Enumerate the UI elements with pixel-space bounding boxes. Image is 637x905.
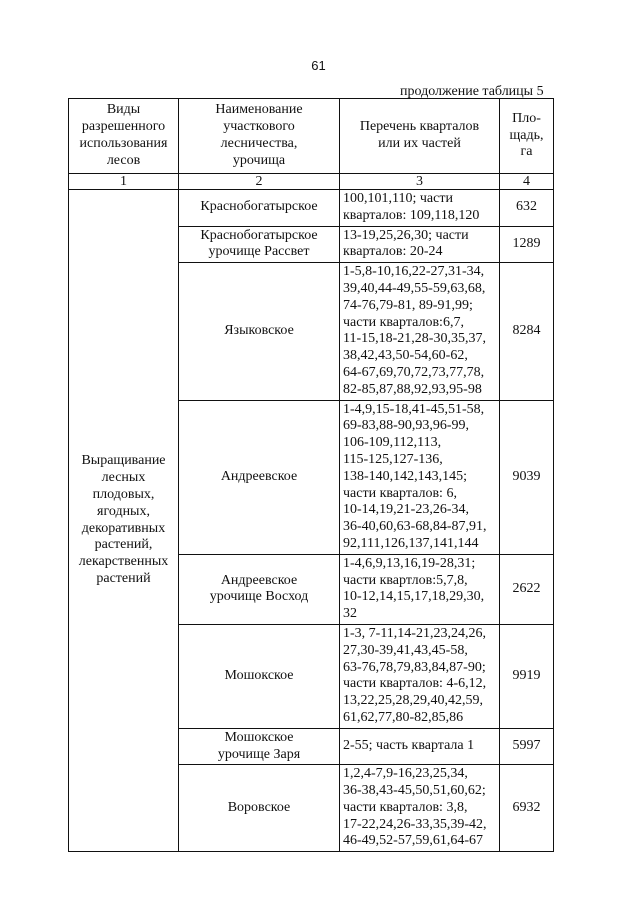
area-cell: 632 <box>500 190 554 227</box>
header-area: Пло- щадь, га <box>500 99 554 174</box>
text-line: 11-15,18-21,28-30,35,37, <box>343 331 486 347</box>
quarters-cell <box>340 263 500 400</box>
text-line: Андреевское <box>220 572 298 588</box>
forestry-name-cell <box>179 728 340 765</box>
area-cell: 2622 <box>500 554 554 624</box>
quarters-cell <box>340 728 500 765</box>
area-cell: 1289 <box>500 226 554 263</box>
header-usage-type: Виды разрешенного использования лесов <box>69 99 179 174</box>
text-line: 64-67,69,70,72,73,77,78, <box>343 364 485 380</box>
text-line: растений, <box>94 537 153 553</box>
usage-type-cell <box>69 190 179 852</box>
text-line: 10-12,14,15,17,18,29,30, <box>343 589 485 605</box>
text-line: урочище Заря <box>217 746 301 762</box>
forest-usage-table <box>68 98 554 852</box>
text-line: 106-109,112,113, <box>343 435 442 451</box>
forestry-name-cell <box>179 190 340 227</box>
text-line: кварталов: 20-24 <box>343 244 443 260</box>
text-line: 2-55; часть квартала 1 <box>343 738 475 754</box>
text-line: 92,111,126,137,141,144 <box>343 535 479 551</box>
area-cell: 8284 <box>500 263 554 400</box>
text-line: лесных <box>101 470 146 486</box>
text-line: 13-19,25,26,30; части <box>343 227 469 243</box>
text-line: 46-49,52-57,59,61,64-67 <box>343 833 483 849</box>
area-cell: 5997 <box>500 728 554 765</box>
header-forestry-name: Наименование участкового лесничества, урочища <box>179 99 340 174</box>
text-line: части кварталов: 3,8, <box>343 799 468 815</box>
column-number-row <box>69 174 554 190</box>
area-cell: 9039 <box>500 400 554 554</box>
quarters-cell <box>340 554 500 624</box>
text-line: 61,62,77,80-82,85,86 <box>343 709 464 725</box>
header-quarters-list: Перечень кварталов или их частей <box>340 99 500 174</box>
table-row <box>69 190 554 227</box>
table-continuation-label: продолжение таблицы 5 <box>400 84 544 99</box>
text-line: Краснобогатырское <box>200 227 318 243</box>
text-line: части кварталов:6,7, <box>343 314 464 330</box>
text-line: 17-22,24,26-33,35,39-42, <box>343 816 487 832</box>
text-line: 1,2,4-7,9-16,23,25,34, <box>343 766 468 782</box>
column-number: 4 <box>500 174 554 190</box>
text-line: Языковское <box>224 322 294 338</box>
quarters-cell <box>340 190 500 227</box>
forestry-name-cell <box>179 400 340 554</box>
text-line: 32 <box>343 606 357 622</box>
text-line: урочище Рассвет <box>208 244 310 260</box>
text-line: Выращивание <box>81 453 166 469</box>
text-line: Краснобогатырское <box>200 199 318 215</box>
column-number: 3 <box>340 174 500 190</box>
text-line: Воровское <box>227 799 291 815</box>
text-line: Андреевское <box>220 468 298 484</box>
text-line: 63-76,78,79,83,84,87-90; <box>343 659 486 675</box>
quarters-cell <box>340 624 500 728</box>
text-line: декоративных <box>81 520 166 536</box>
text-line: 100,101,110; части <box>343 191 453 206</box>
column-number: 1 <box>69 174 179 190</box>
text-line: 1-5,8-10,16,22-27,31-34, <box>343 264 485 280</box>
text-line: Мошокское <box>224 667 294 683</box>
text-line: растений <box>96 571 151 587</box>
forestry-name-cell <box>179 624 340 728</box>
text-line: 39,40,44-49,55-59,63,68, <box>343 280 486 296</box>
forestry-name-cell <box>179 765 340 852</box>
forestry-name-cell <box>179 226 340 263</box>
text-line: 10-14,19,21-23,26-34, <box>343 502 469 518</box>
text-line: 1-3, 7-11,14-21,23,24,26, <box>343 625 486 641</box>
text-line: части квартлов:5,7,8, <box>343 572 468 588</box>
area-cell: 9919 <box>500 624 554 728</box>
page-number: 61 <box>311 58 326 73</box>
text-line: лекарственных <box>78 554 169 570</box>
text-line: 27,30-39,41,43,45-58, <box>343 642 468 658</box>
text-line: 82-85,87,88,92,93,95-98 <box>343 381 482 397</box>
text-line: плодовых, <box>92 487 155 503</box>
quarters-cell <box>340 226 500 263</box>
text-line: 74-76,79-81, 89-91,99; <box>343 297 473 313</box>
text-line: 13,22,25,28,29,40,42,59, <box>343 693 483 709</box>
text-line: 138-140,142,143,145; <box>343 468 468 484</box>
quarters-cell <box>340 765 500 852</box>
text-line: Мошокское <box>224 729 294 745</box>
table-header-row <box>69 99 554 174</box>
text-line: кварталов: 109,118,120 <box>343 207 480 223</box>
text-line: 36-38,43-45,50,51,60,62; <box>343 783 486 799</box>
area-cell: 6932 <box>500 765 554 852</box>
column-number: 2 <box>179 174 340 190</box>
text-line: 38,42,43,50-54,60-62, <box>343 348 468 364</box>
forestry-name-cell <box>179 554 340 624</box>
text-line: 115-125,127-136, <box>343 451 443 467</box>
forestry-name-cell <box>179 263 340 400</box>
table-body <box>69 190 554 852</box>
text-line: 36-40,60,63-68,84-87,91, <box>343 519 487 535</box>
text-line: ягодных, <box>97 503 150 519</box>
text-line: урочище Восход <box>209 589 309 605</box>
quarters-cell <box>340 400 500 554</box>
text-line: 69-83,88-90,93,96-99, <box>343 418 469 434</box>
text-line: 1-4,9,15-18,41-45,51-58, <box>343 401 485 417</box>
text-line: 1-4,6,9,13,16,19-28,31; <box>343 555 476 571</box>
text-line: части кварталов: 6, <box>343 485 457 501</box>
text-line: части кварталов: 4-6,12, <box>343 676 487 692</box>
